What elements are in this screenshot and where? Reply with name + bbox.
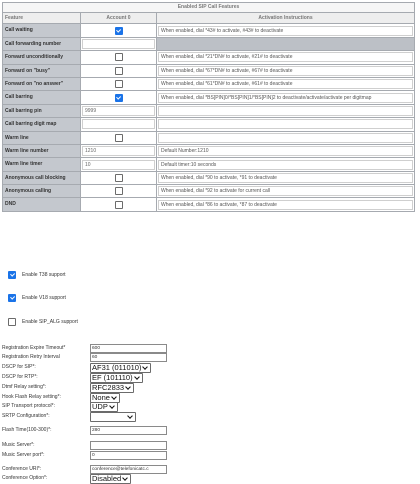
dscp-sip-value: AF31 (011010) [92,363,142,372]
feature-checkbox[interactable] [115,174,123,182]
feature-name: Warm line [3,131,81,144]
conf-uri-input[interactable]: conference@telefonicatc.c [90,465,167,474]
reg-retry-input[interactable]: 60 [90,353,167,362]
v18-support[interactable] [8,294,66,302]
reg-retry-label: Registration Retry Interval [2,354,60,360]
table-row [3,171,415,184]
srtp-label: SRTP Configuration*: [2,413,50,419]
account-cell [81,185,157,198]
feature-name: Warm line number [3,144,81,157]
feature-text-input[interactable]: 1210 [82,146,155,156]
music-server-label: Music Server*: [2,442,35,448]
t38-label: Enable T38 support [22,272,66,278]
instructions-cell [157,104,415,117]
sip-transport-select[interactable] [90,402,118,412]
table-row [3,37,415,50]
reg-expire-label: Registration Expire Timeout* [2,345,66,351]
table-title: Enabled SIP Call Features [3,3,415,13]
sip-alg-support[interactable] [8,318,78,326]
dscp-rtp-select[interactable] [90,373,143,383]
sip-features-table [2,2,415,212]
flash-time-label: Flash Time(100-300)*: [2,427,52,433]
feature-name: Forward unconditionally [3,51,81,64]
feature-name: Warm line timer [3,158,81,171]
checkbox-wrap [82,134,155,142]
feature-checkbox[interactable] [115,27,123,35]
account-cell [81,51,157,64]
account-cell [81,198,157,211]
feature-text-input[interactable]: 10 [82,160,155,170]
instructions-cell [157,64,415,77]
checkbox-wrap [82,67,155,75]
table-row [3,24,415,37]
header-instructions: Activation Instructions [157,13,415,24]
hook-flash-label: Hook Flash Relay setting*: [2,394,61,400]
table-row [3,77,415,90]
instructions-cell [157,77,415,90]
instruction-text [158,119,413,129]
dtmf-value: RFC2833 [92,383,125,392]
account-cell [81,158,157,171]
instruction-text: When enabled, dial *92 to activate for current call [158,186,413,196]
chevron-down-icon [142,365,149,371]
feature-checkbox[interactable] [115,201,123,209]
account-cell [81,171,157,184]
music-server-input[interactable] [90,441,167,450]
instructions-cell [157,24,415,37]
t38-checkbox[interactable] [8,271,16,279]
dtmf-select[interactable] [90,383,134,393]
conf-uri-label: Conference URI*: [2,466,42,472]
table-row [3,51,415,64]
conf-option-select[interactable] [90,474,131,484]
srtp-select[interactable] [90,412,136,422]
chevron-down-icon [122,476,129,482]
chevron-down-icon [125,385,132,391]
conf-option-value: Disabled [92,474,122,483]
checkbox-wrap [82,187,155,195]
account-cell [81,37,157,50]
table-row [3,198,415,211]
v18-label: Enable V18 support [22,295,66,301]
table-row [3,64,415,77]
music-port-label: Music Server port*: [2,452,45,458]
hook-flash-value: None [92,393,110,402]
sip-alg-label: Enable SIP_ALG support [22,319,78,325]
account-cell [81,144,157,157]
instruction-text [158,106,413,116]
sip-alg-checkbox[interactable] [8,318,16,326]
table-row [3,144,415,157]
checkbox-wrap [82,80,155,88]
feature-name: Call barring pin [3,104,81,117]
sip-transport-value: UDP [92,402,108,411]
instructions-cell [157,171,415,184]
instructions-cell [157,37,415,50]
instructions-cell [157,118,415,131]
feature-checkbox[interactable] [115,187,123,195]
feature-checkbox[interactable] [115,80,123,88]
instruction-text: When enabled, dial *61*DN# to activate, #61# to deactivate [158,79,413,89]
checkbox-wrap [82,94,155,102]
feature-name: Call waiting [3,24,81,37]
dscp-rtp-value: EF (101110) [92,373,133,382]
instructions-cell [157,51,415,64]
feature-name: Anonymous calling [3,185,81,198]
chevron-down-icon [111,395,118,401]
checkbox-wrap [82,201,155,209]
header-feature: Feature [3,13,81,24]
account-cell [81,24,157,37]
instruction-text [158,133,413,143]
instructions-cell [157,158,415,171]
feature-name: Call forwarding number [3,37,81,50]
feature-text-input[interactable] [82,119,155,129]
feature-checkbox[interactable] [115,67,123,75]
conf-option-label: Conference Option*: [2,475,48,481]
instruction-text: When enabled, dial *BS[PIN]0/*BS[PIN]1/*BS[PIN]2 to deactivate/activate/activate per digitmap [158,93,413,103]
sip-transport-label: SIP Transport protocol*: [2,403,55,409]
account-cell [81,64,157,77]
table-row [3,158,415,171]
feature-checkbox[interactable] [115,134,123,142]
feature-name: Forward on "no answer" [3,77,81,90]
feature-text-input[interactable] [82,39,155,49]
feature-name: Forward on "busy" [3,64,81,77]
feature-name: Call barring digit map [3,118,81,131]
table-row [3,104,415,117]
table-row [3,131,415,144]
dscp-sip-label: DSCP for SIP*: [2,364,36,370]
instruction-text: When enabled, dial *67*DN# to activate, #67# to deactivate [158,66,413,76]
feature-text-input[interactable]: 9999 [82,106,155,116]
instruction-text: When enabled, dial *86 to activate, *87 to deactivate [158,200,413,210]
t38-support[interactable] [8,271,66,279]
instruction-text: When enabled, dial *21*DN# to activate, #21# to deactivate [158,52,413,62]
instructions-cell [157,91,415,104]
reg-expire-input[interactable]: 600 [90,344,167,353]
instructions-cell [157,198,415,211]
flash-time-input[interactable]: 280 [90,426,167,435]
instruction-text: Default Number:1210 [158,146,413,156]
instruction-text: When enabled, dial *90 to activate, *91 to deactivate [158,173,413,183]
chevron-down-icon [134,375,141,381]
feature-checkbox[interactable] [115,53,123,61]
v18-checkbox[interactable] [8,294,16,302]
account-cell [81,118,157,131]
feature-name: DND [3,198,81,211]
instructions-cell [157,185,415,198]
account-cell [81,91,157,104]
table-row [3,118,415,131]
table-row [3,91,415,104]
account-cell [81,104,157,117]
account-cell [81,131,157,144]
feature-checkbox[interactable] [115,94,123,102]
feature-name: Call barring [3,91,81,104]
music-port-input[interactable]: 0 [90,451,167,460]
account-cell [81,77,157,90]
dscp-sip-select[interactable] [90,363,151,373]
instruction-text: When enabled, dial *43# to activate, #43# to deactivate [158,26,413,36]
instruction-text: Default timer:10 seconds [158,160,413,170]
instructions-cell [157,144,415,157]
dtmf-label: Dtmf Relay setting*: [2,384,47,390]
instructions-cell [157,131,415,144]
checkbox-wrap [82,53,155,61]
header-account: Account 0 [81,13,157,24]
feature-name: Anonymous call blocking [3,171,81,184]
checkbox-wrap [82,27,155,35]
table-row [3,185,415,198]
checkbox-wrap [82,174,155,182]
chevron-down-icon [127,414,134,420]
dscp-rtp-label: DSCP for RTP*: [2,374,38,380]
chevron-down-icon [109,404,116,410]
